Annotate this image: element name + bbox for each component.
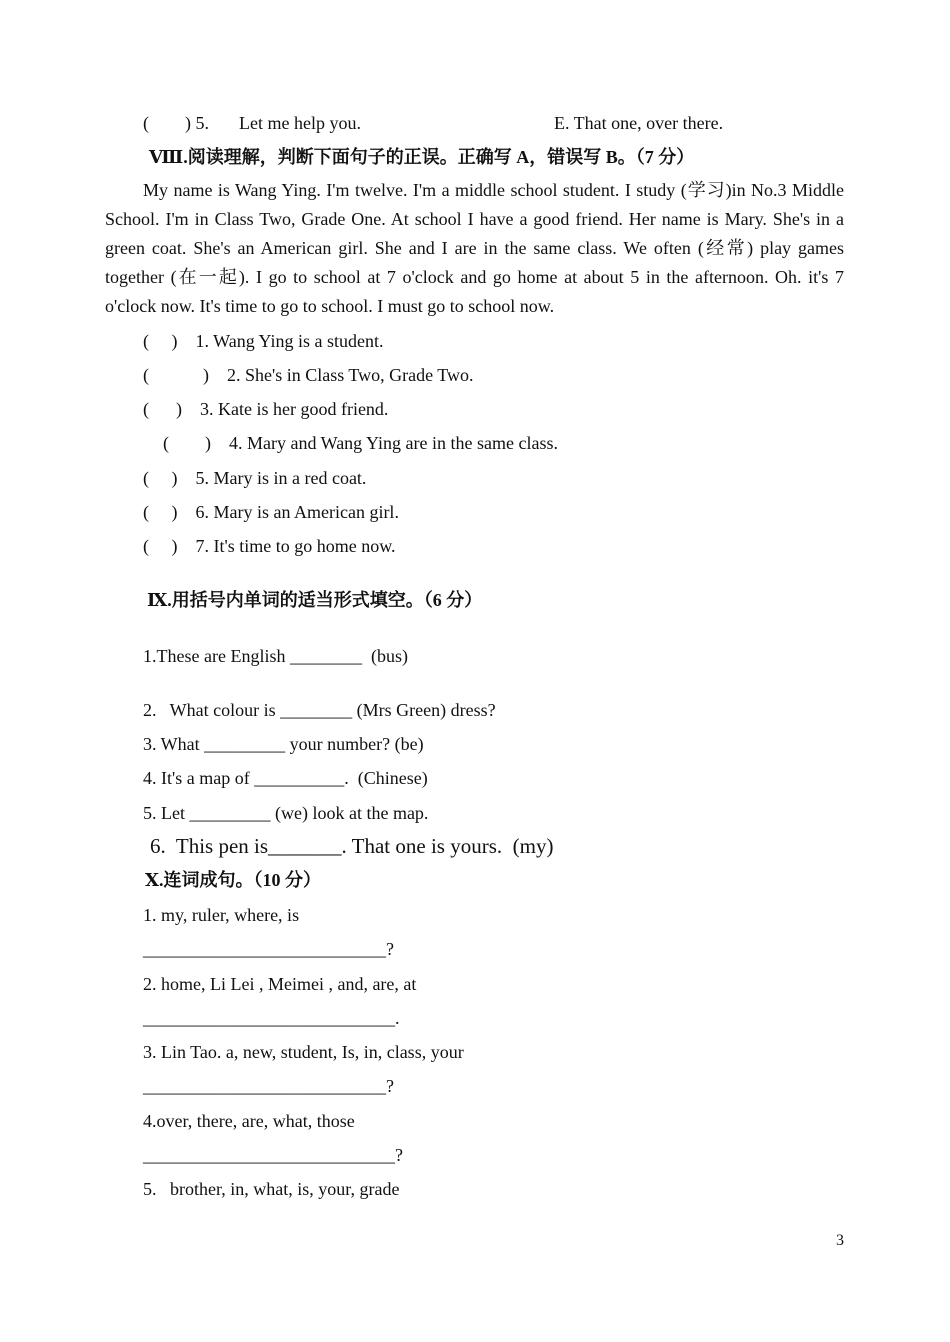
section-8-item-3: ( ) 3. Kate is her good friend. — [143, 399, 389, 419]
section-9-item-2: 2. What colour is ________ (Mrs Green) dress? — [143, 700, 496, 720]
match-item-5-answer: E. That one, over there. — [554, 113, 724, 133]
section-10-item-3-blank: ___________________________? — [143, 1076, 394, 1096]
section-10-heading: Ⅹ.连词成句。（10 分） — [145, 870, 321, 890]
section-9-item-1: 1.These are English ________ (bus) — [143, 646, 408, 666]
section-10-item-3-words: 3. Lin Tao. a, new, student, Is, in, class, your — [143, 1042, 464, 1062]
section-10-item-1-words: 1. my, ruler, where, is — [143, 905, 300, 925]
section-8-item-5: ( ) 5. Mary is in a red coat. — [143, 468, 367, 488]
section-10-item-4-words: 4.over, there, are, what, those — [143, 1111, 355, 1131]
section-8-item-7: ( ) 7. It's time to go home now. — [143, 536, 396, 556]
section-8-item-2: ( ) 2. She's in Class Two, Grade Two. — [143, 365, 474, 385]
section-10-item-2-blank: ____________________________. — [143, 1008, 400, 1028]
section-8-item-1: ( ) 1. Wang Ying is a student. — [143, 331, 384, 351]
section-8-passage: My name is Wang Ying. I'm twelve. I'm a middle school student. I study (学习)in No.3 Middle School. I'm in Class Two, Grade One. At school I have a good friend. Her name is Mary. She's in a green coat. She's an American girl. She and I are in the same class. We often (经常) play games together (在一起). I go to school at 7 o'clock and go home at about 5 in the afternoon. Oh. it's 7 o'clock now. It's time to go to school. I must go to school now. — [105, 180, 844, 316]
section-9-item-3: 3. What _________ your number? (be) — [143, 734, 424, 754]
page-number: 3 — [836, 1232, 844, 1249]
section-8-item-6: ( ) 6. Mary is an American girl. — [143, 502, 399, 522]
match-item-5-bracket: ( ) 5. — [143, 113, 209, 133]
section-10-item-5-words: 5. brother, in, what, is, your, grade — [143, 1179, 400, 1199]
section-10-item-1-blank: ___________________________? — [143, 939, 394, 959]
section-9-item-5: 5. Let _________ (we) look at the map. — [143, 803, 429, 823]
section-10-item-2-words: 2. home, Li Lei , Meimei , and, are, at — [143, 974, 417, 994]
section-9-item-4: 4. It's a map of __________. (Chinese) — [143, 768, 428, 788]
section-8-heading: Ⅷ.阅读理解，判断下面句子的正误。正确写 A，错误写 B。（7 分） — [149, 147, 695, 167]
section-8-item-4: ( ) 4. Mary and Wang Ying are in the same class. — [163, 433, 558, 453]
section-9-heading: Ⅸ.用括号内单词的适当形式填空。（6 分） — [147, 590, 483, 610]
section-10-item-4-blank: ____________________________? — [143, 1145, 403, 1165]
match-item-5-question: Let me help you. — [239, 113, 361, 133]
section-9-item-6: 6. This pen is_______. That one is yours. (my) — [150, 834, 554, 858]
